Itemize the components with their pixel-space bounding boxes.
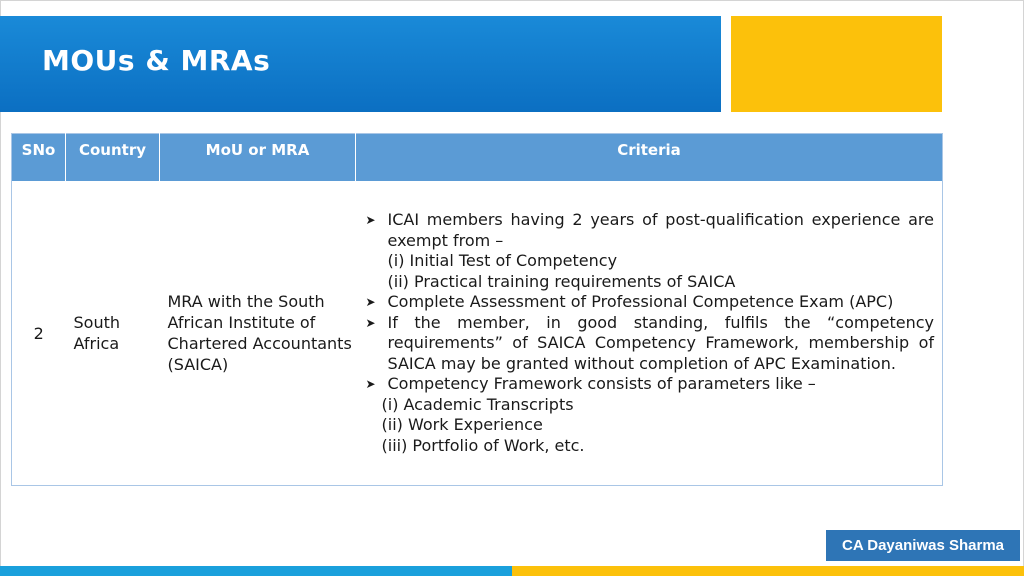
list-item (364, 292, 935, 313)
header-accent-block (731, 16, 942, 112)
arrowhead-bullet-icon: ➤ (365, 213, 376, 227)
criteria-subitem: (ii) Work Experience (381, 415, 543, 434)
table-row (12, 181, 943, 486)
arrowhead-bullet-icon: ➤ (365, 315, 376, 330)
footer-bar-blue (0, 566, 512, 576)
criteria-subitem: (ii) Practical training requirements of SAICA (387, 271, 736, 291)
criteria-text: If the member, in good standing, fulfils the “competency requirements” of SAICA Competency Framework, membership of SAICA may be granted without completion of APC Examination. (387, 312, 934, 373)
country-line: South (73, 313, 120, 332)
criteria-subitem: (iii) Portfolio of Work, etc. (381, 435, 585, 455)
column-header-sno: SNo (12, 134, 66, 182)
cell-criteria (356, 181, 943, 486)
table-header-row (12, 134, 943, 182)
criteria-text: Complete Assessment of Professional Competence Exam (APC) (387, 292, 894, 311)
criteria-subitem: (i) Academic Transcripts (381, 394, 574, 414)
author-badge: CA Dayaniwas Sharma (826, 530, 1020, 561)
column-header-mou: MoU or MRA (160, 134, 356, 182)
criteria-table (11, 133, 943, 486)
cell-country (66, 181, 160, 486)
criteria-text: Competency Framework consists of parameters like – (387, 374, 816, 393)
column-header-criteria: Criteria (356, 134, 943, 182)
footer-bar-yellow (512, 566, 1024, 576)
criteria-text: ICAI members having 2 years of post-qualification experience are exempt from – (387, 210, 934, 250)
criteria-subitem: (i) Initial Test of Competency (387, 251, 618, 270)
list-item (364, 210, 935, 292)
list-item (364, 374, 935, 456)
column-header-country: Country (66, 134, 160, 182)
cell-mou: MRA with the South African Institute of Chartered Accountants (SAICA) (167, 292, 352, 374)
criteria-list (364, 210, 935, 456)
country-line: Africa (73, 334, 120, 353)
arrowhead-bullet-icon: ➤ (365, 295, 376, 309)
page-title: MOUs & MRAs (42, 44, 271, 77)
list-item (364, 313, 935, 375)
arrowhead-bullet-icon: ➤ (365, 377, 376, 391)
cell-sno: 2 (33, 323, 44, 343)
